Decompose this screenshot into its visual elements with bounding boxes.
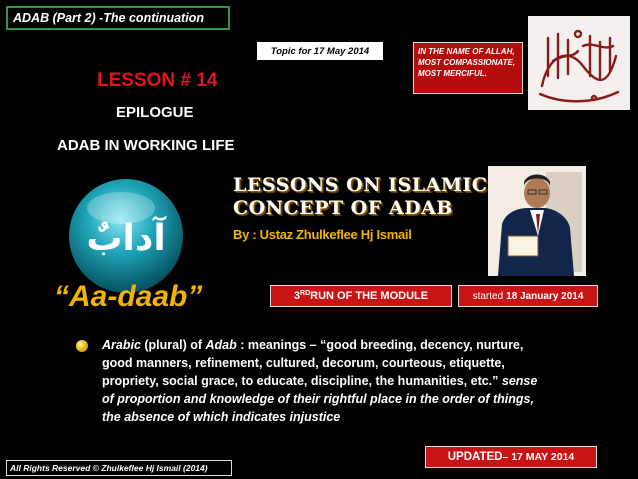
section-title: EPILOGUE: [116, 104, 194, 121]
author-byline: By : Ustaz Zhulkeflee Hj Ismail: [233, 227, 412, 242]
run-ordinal: 3: [293, 290, 301, 302]
course-title-line2: CONCEPT OF ADAB: [233, 197, 453, 219]
bullet-icon: [76, 340, 88, 352]
started-prefix: started: [472, 290, 504, 302]
run-ordinal-suffix: RD: [300, 289, 311, 297]
updated-badge: [425, 446, 597, 468]
topic-label: Topic for 17 May 2014: [257, 42, 383, 60]
definition-word-adab: Adab: [205, 338, 237, 352]
course-title-line1: LESSONS ON ISLAMIC: [233, 174, 488, 196]
started-date: 18 January 2014: [506, 290, 584, 302]
series-label: ADAB (Part 2) -The continuation: [6, 6, 230, 30]
bismillah-box: IN THE NAME OF ALLAH, MOST COMPASSIONATE, MOST MERCIFUL.: [413, 42, 523, 94]
lesson-number: LESSON # 14: [97, 70, 218, 91]
adab-orb-icon: [66, 176, 186, 296]
calligraphy-emblem-icon: [528, 16, 630, 110]
start-date-badge: [458, 285, 598, 307]
term-transliteration: “Aa-daab”: [54, 280, 203, 313]
updated-date: – 17 MAY 2014: [502, 451, 575, 463]
module-run-badge: [270, 285, 452, 307]
definition-part2: : meanings – “good breeding, decency, nurture, good manners, refinement, cultured, decorum, courteous, etiquette, propriety, social grace, to educate, discipline, the humanities, etc.”: [102, 338, 524, 388]
definition-word-arabic: Arabic: [102, 338, 141, 352]
definition-part3: sense of proportion and knowledge of their rightful place in the order of things, the absence of which indicates injustice: [102, 374, 538, 424]
copyright-notice: All Rights Reserved © Zhulkeflee Hj Ismail (2014): [6, 460, 232, 476]
run-label: RUN OF THE MODULE: [310, 290, 429, 302]
arabic-term: آدابٌ: [86, 218, 166, 259]
definition-text: [102, 336, 542, 426]
course-title: [233, 174, 487, 220]
definition-part1: (plural) of: [140, 338, 206, 352]
lesson-subtitle: ADAB IN WORKING LIFE: [57, 137, 235, 154]
updated-prefix: UPDATED: [447, 451, 503, 463]
author-portrait-icon: [488, 166, 586, 276]
